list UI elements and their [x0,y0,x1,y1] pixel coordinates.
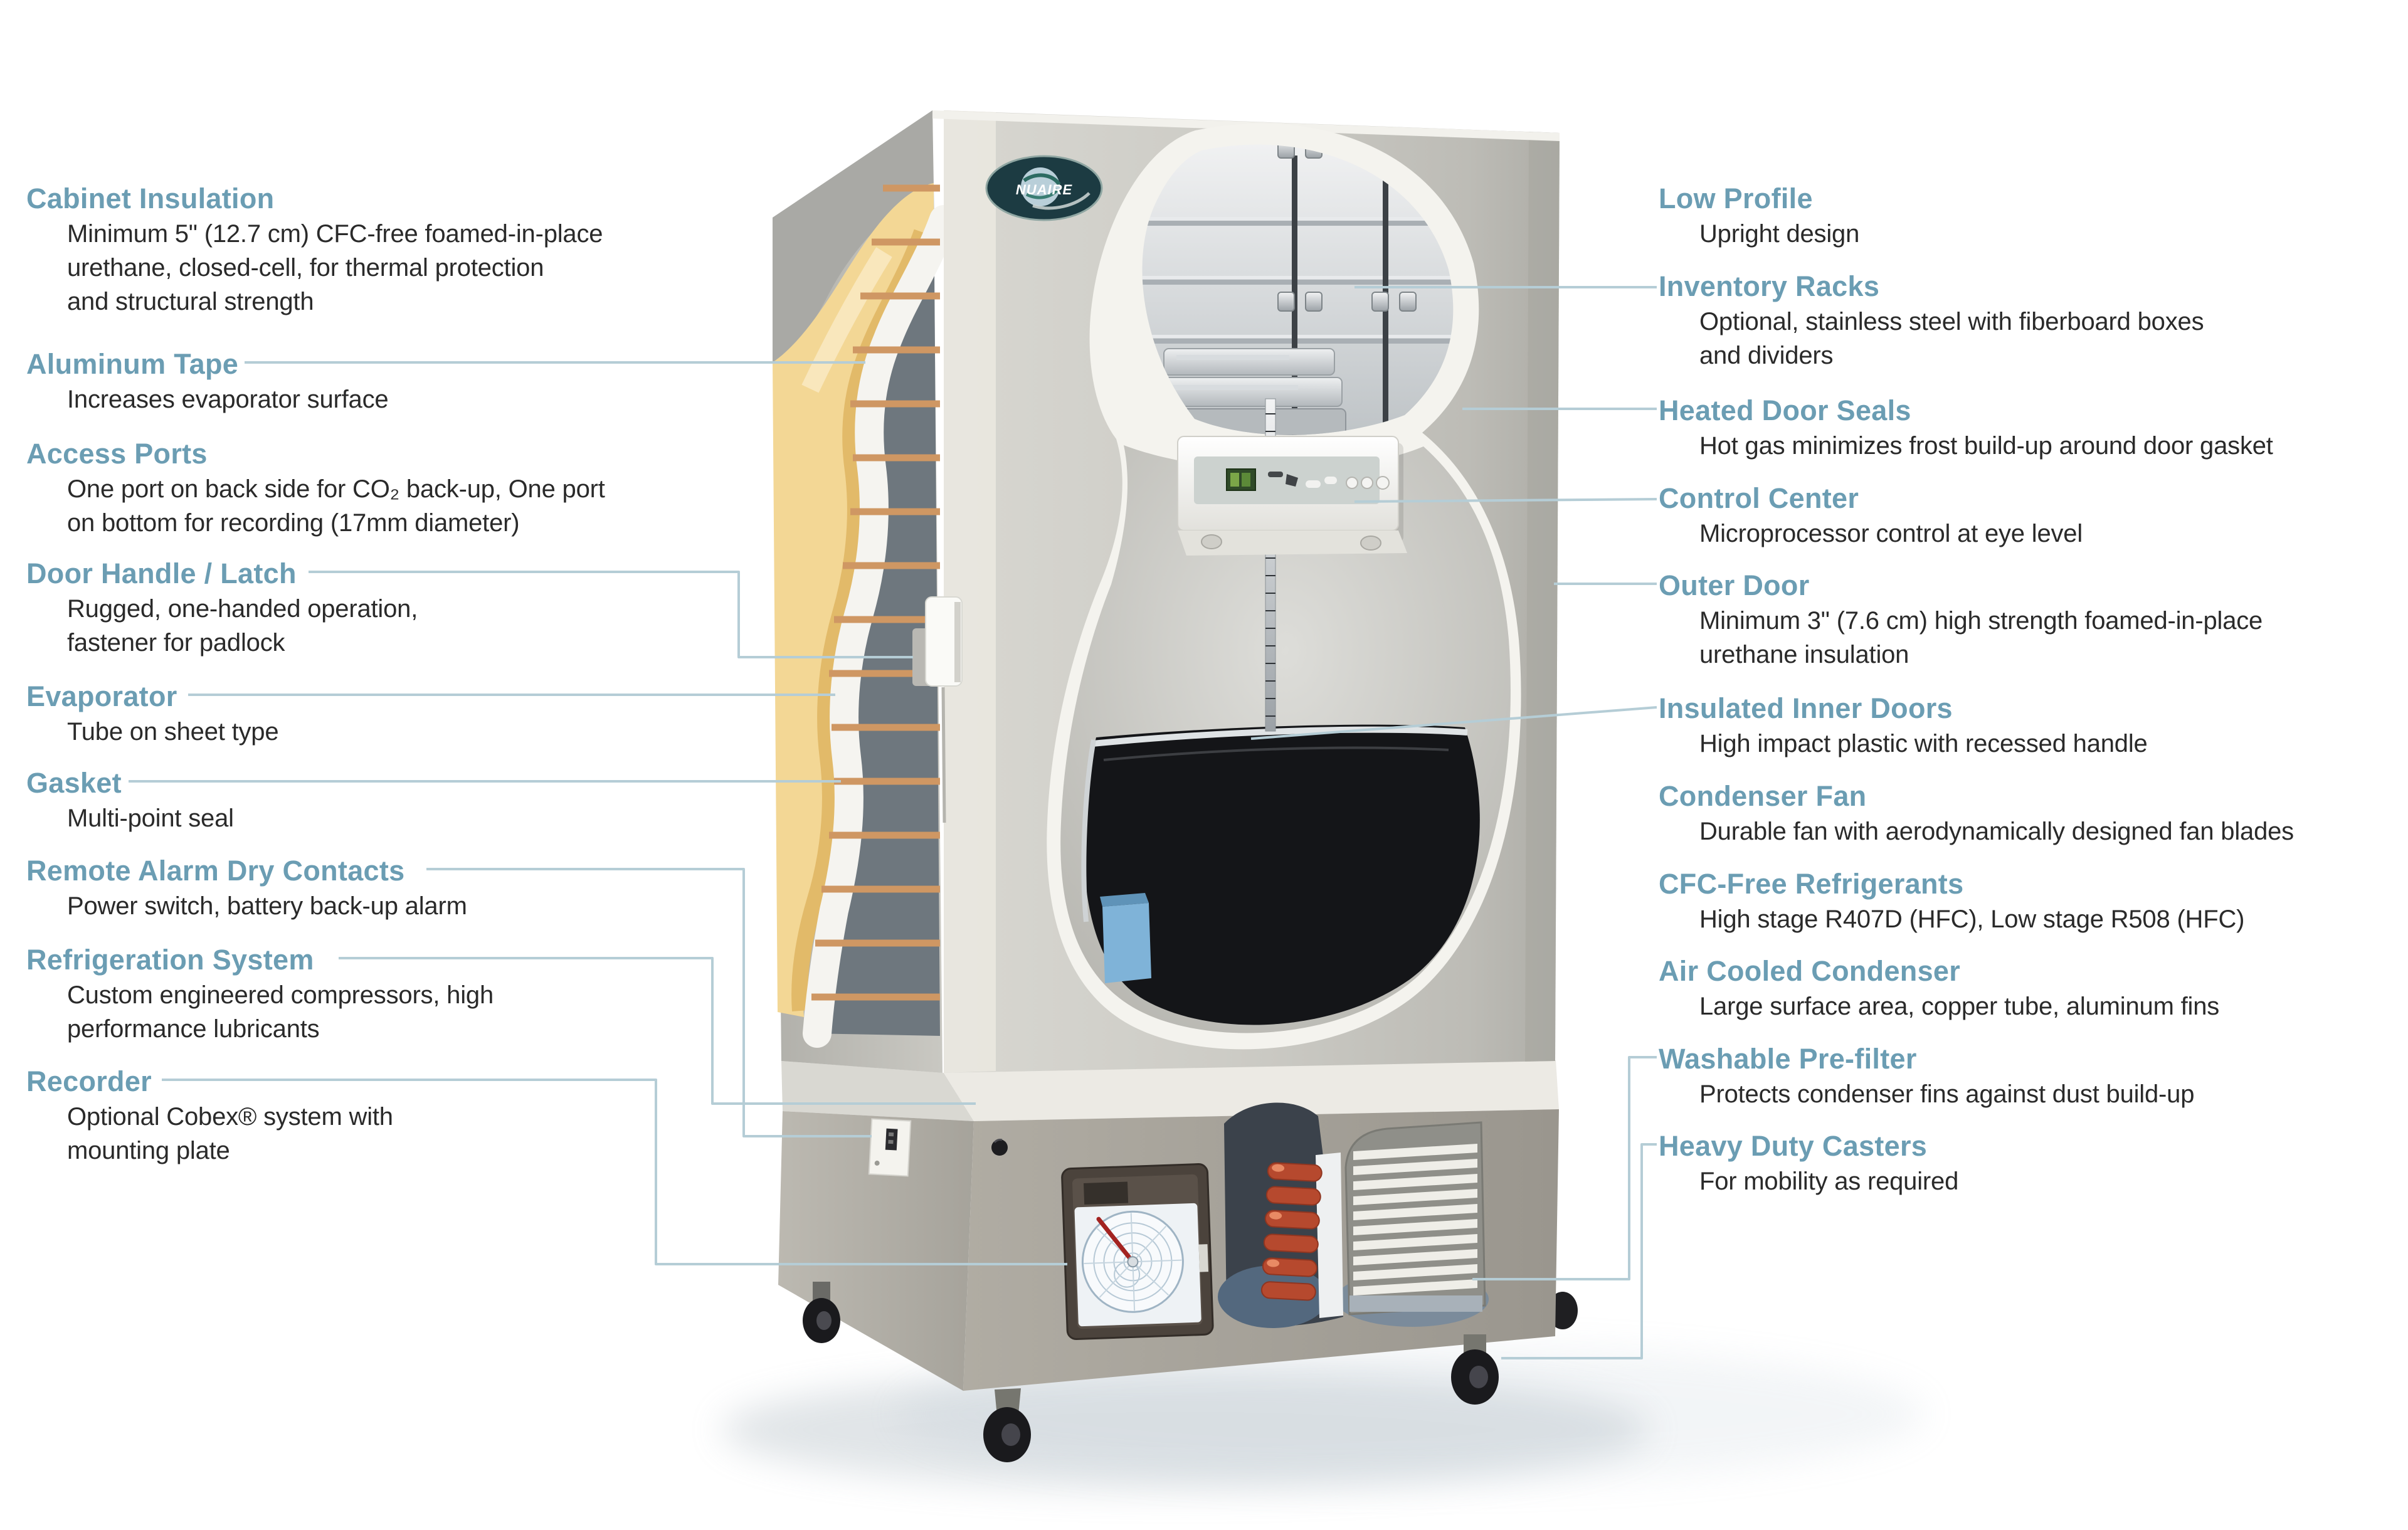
feature-control-center [1659,480,2399,551]
feature-line: Optional Cobex® system with [67,1103,393,1131]
feature-heading: Recorder [26,1065,152,1097]
control-button [1376,477,1389,489]
feature-heading: Remote Alarm Dry Contacts [26,855,405,887]
feature-line: on bottom for recording (17mm diameter) [67,509,520,537]
feature-heading: Heated Door Seals [1659,394,1911,426]
remote-alarm-panel [869,1119,911,1176]
feature-washable-pre-filter [1659,1041,2399,1111]
feature-line: High stage R407D (HFC), Low stage R508 (HFC) [1699,905,2245,933]
feature-heading: Control Center [1659,482,1859,514]
feature-line: Minimum 5" (12.7 cm) CFC-free foamed-in-place [67,220,603,248]
chart-recorder [1062,1164,1213,1339]
feature-air-cooled-condenser [1659,953,2399,1023]
access-port-hole [991,1139,1008,1156]
feature-heading: Insulated Inner Doors [1659,692,1953,724]
feature-inventory-racks [1659,268,2399,372]
feature-line: Multi-point seal [67,805,234,832]
nuaire-logo-text: NUAIRE [1015,182,1073,198]
feature-heading: Access Ports [26,438,208,470]
feature-cabinet-insulation [26,181,766,319]
feature-condenser-fan [1659,778,2399,848]
feature-line: Microprocessor control at eye level [1699,520,2083,547]
feature-heated-door-seals [1659,393,2399,463]
feature-line: Power switch, battery back-up alarm [67,892,467,920]
feature-line: and structural strength [67,288,314,315]
feature-line: Upright design [1699,220,1860,248]
feature-cfc-free-refrigerants [1659,866,2399,936]
feature-remote-alarm-dry-contacts [26,853,766,923]
latch-rod [943,687,944,823]
feature-heading: Gasket [26,767,122,799]
feature-line: Hot gas minimizes frost build-up around door gasket [1699,432,2273,460]
feature-line: fastener for padlock [67,629,285,657]
condenser-grille [1346,1122,1485,1314]
nuaire-logo [986,156,1102,220]
feature-heading: Air Cooled Condenser [1659,955,1961,987]
feature-line: Durable fan with aerodynamically designed fan blades [1699,818,2294,845]
feature-line: mounting plate [67,1137,230,1164]
feature-line: High impact plastic with recessed handle [1699,730,2148,757]
control-button [1361,477,1373,488]
feature-line: Minimum 3" (7.6 cm) high strength foamed-in-place [1699,607,2263,635]
feature-heading: Washable Pre-filter [1659,1043,1917,1075]
feature-evaporator [26,678,766,749]
feature-line: Rugged, one-handed operation, [67,595,418,623]
feature-heading: Aluminum Tape [26,348,239,380]
inner-door-handle-blue [1100,893,1151,983]
feature-heading: Refrigeration System [26,944,314,976]
control-button [1346,477,1358,488]
feature-heading: CFC-Free Refrigerants [1659,868,1964,900]
feature-line: and dividers [1699,342,1834,369]
feature-line: urethane insulation [1699,641,1909,668]
feature-line: Large surface area, copper tube, aluminum fins [1699,993,2220,1020]
feature-heavy-duty-casters [1659,1128,2399,1198]
feature-line: performance lubricants [67,1015,320,1043]
feature-insulated-inner-doors [1659,690,2399,761]
feature-access-ports [26,436,766,540]
feature-aluminum-tape [26,346,766,416]
floor-shadow [721,1345,1925,1489]
feature-line: For mobility as required [1699,1168,1959,1195]
feature-heading: Inventory Racks [1659,270,1880,302]
feature-heading: Evaporator [26,680,177,712]
feature-heading: Outer Door [1659,569,1810,601]
feature-outer-door [1659,567,2399,672]
feature-line: Optional, stainless steel with fiberboard boxes [1699,308,2204,335]
feature-heading: Door Handle / Latch [26,557,297,589]
feature-heading: Heavy Duty Casters [1659,1130,1928,1162]
feature-recorder [26,1063,766,1168]
feature-refrigeration-system [26,942,766,1046]
feature-line: One port on back side for CO₂ back-up, One port [67,475,605,503]
feature-heading: Cabinet Insulation [26,182,275,214]
interior-cutaway [1047,124,1521,1049]
feature-line: Tube on sheet type [67,718,279,746]
feature-line: Increases evaporator surface [67,386,389,413]
feature-line: Protects condenser fins against dust build-up [1699,1080,2195,1108]
feature-heading: Condenser Fan [1659,780,1867,812]
feature-heading: Low Profile [1659,182,1813,214]
feature-low-profile [1659,181,2399,251]
feature-door-handle-latch [26,556,766,660]
feature-line: Custom engineered compressors, high [67,981,494,1009]
feature-line: urethane, closed-cell, for thermal protection [67,254,544,282]
feature-gasket [26,765,766,835]
